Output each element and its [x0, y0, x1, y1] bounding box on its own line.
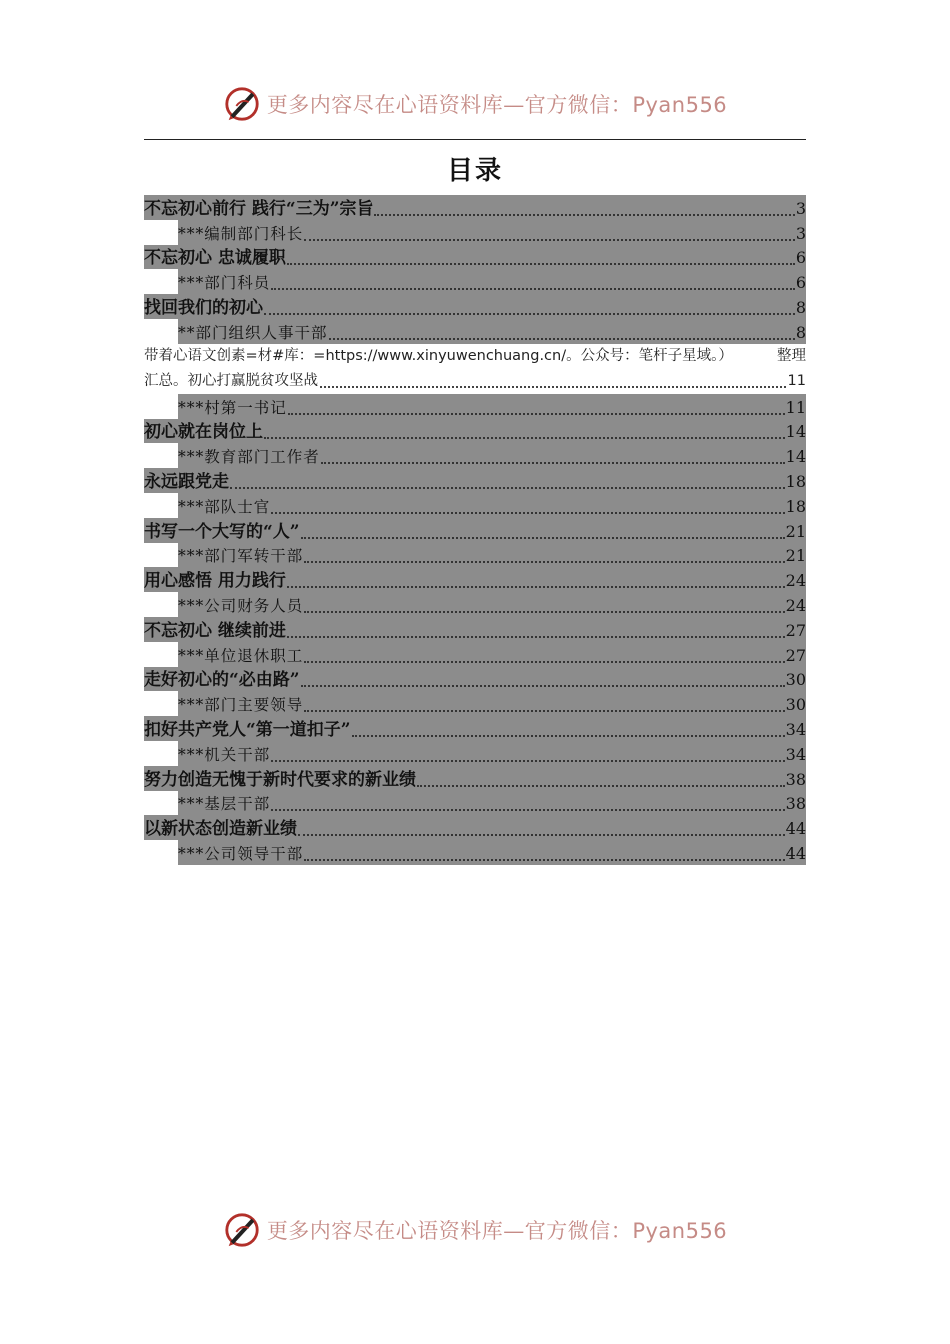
toc-title: 目录	[446, 156, 503, 186]
toc-entry[interactable]: 不忘初心 忠诚履职 6	[144, 245, 806, 270]
toc-entry[interactable]: **部门组织人事干部 8	[178, 319, 806, 344]
toc-entry[interactable]: ***基层干部 38	[178, 791, 806, 816]
toc-entry[interactable]: ***村第一书记 11	[178, 394, 806, 419]
toc-note-entry[interactable]	[144, 344, 806, 394]
toc-entry[interactable]: 初心就在岗位上 14	[144, 419, 806, 444]
note-line-1: 带着心语文创素=材#库：=https://www.xinyuwenchuang.cn/。公众号：笔杆子星域。）	[144, 347, 733, 364]
toc-entry[interactable]: ***部门军转干部 21	[178, 543, 806, 568]
toc-entry[interactable]: ***单位退休职工 27	[178, 642, 806, 667]
pen-logo-icon	[223, 1211, 261, 1249]
toc-entry[interactable]: 永远跟党走 18	[144, 468, 806, 493]
toc-entry[interactable]: 走好初心的“必由路” 30	[144, 667, 806, 692]
toc-entry[interactable]: 努力创造无愧于新时代要求的新业绩 38	[144, 766, 806, 791]
wechat-id: Pyan556	[632, 93, 728, 117]
toc-entry[interactable]: ***部门主要领导 30	[178, 691, 806, 716]
banner-text: 更多内容尽在心语资料库—官方微信：Pyan556	[266, 93, 728, 117]
toc-entry[interactable]: 用心感悟 用力践行 24	[144, 567, 806, 592]
banner-text: 更多内容尽在心语资料库—官方微信：Pyan556	[266, 1219, 728, 1243]
toc-entry[interactable]: ***公司财务人员 24	[178, 592, 806, 617]
toc-entry[interactable]: ***部队士官 18	[178, 493, 806, 518]
toc-entry[interactable]: ***公司领导干部 44	[178, 840, 806, 865]
toc-entry[interactable]: 找回我们的初心 8	[144, 294, 806, 319]
header-rule	[144, 139, 806, 140]
header-banner	[0, 82, 950, 126]
toc-entry[interactable]: 书写一个大写的“人” 21	[144, 518, 806, 543]
toc-entry[interactable]: ***机关干部 34	[178, 741, 806, 766]
toc-entry[interactable]: 以新状态创造新业绩 44	[144, 815, 806, 840]
toc-entry[interactable]: ***部门科员 6	[178, 269, 806, 294]
wechat-id: Pyan556	[632, 1219, 728, 1243]
footer-banner	[0, 1208, 950, 1252]
toc-entry[interactable]: ***编制部门科长 3	[178, 220, 806, 245]
toc-entry[interactable]: ***教育部门工作者 14	[178, 443, 806, 468]
toc-entry[interactable]: 不忘初心 继续前进 27	[144, 617, 806, 642]
toc-entry[interactable]: 扣好共产党人“第一道扣子” 34	[144, 716, 806, 741]
note-page: 11	[787, 372, 806, 389]
table-of-contents	[144, 195, 806, 865]
note-line-1-end: 整理	[777, 347, 806, 364]
pen-logo-icon	[223, 85, 261, 123]
toc-entry[interactable]: 不忘初心前行 践行“三为”宗旨 3	[144, 195, 806, 220]
note-line-2: 汇总。初心打赢脱贫攻坚战	[144, 372, 318, 389]
